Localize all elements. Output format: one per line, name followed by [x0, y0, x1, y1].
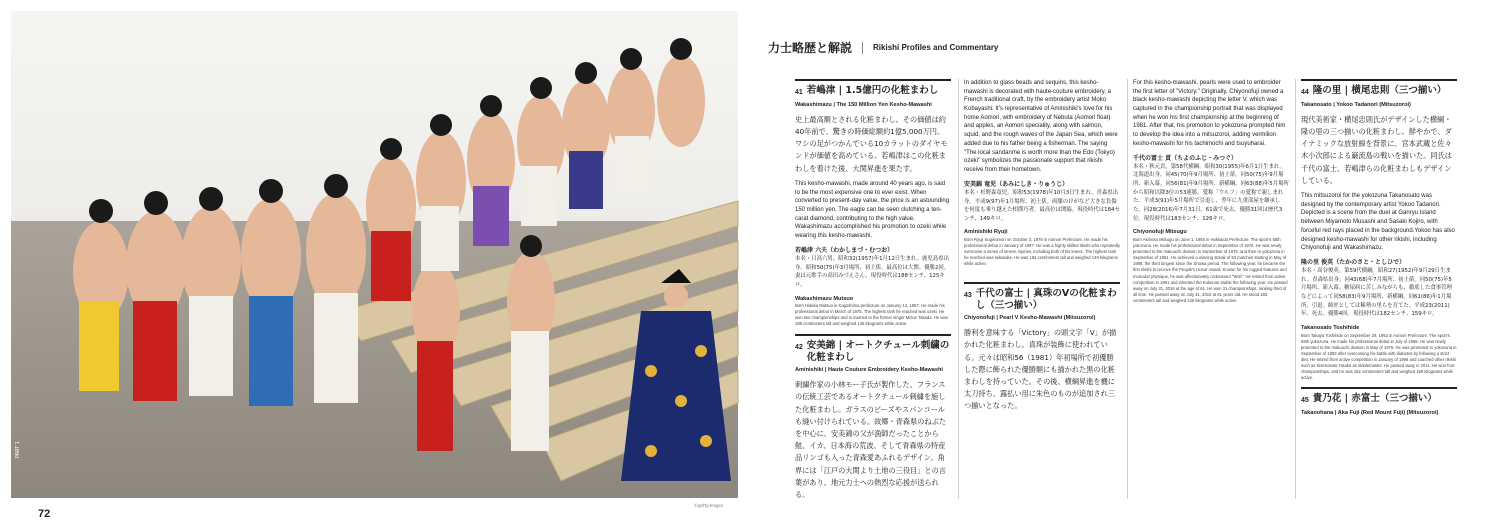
- section-header: [768, 39, 998, 56]
- page-number: 72: [38, 508, 51, 520]
- profile-jp: 本名・高谷俊英。第59代横綱。昭和27(1952)年9月29日生まれ。青森県出身。同43(68)年7月場所、初土俵。同50(75)年5月場所、新入幕。糖尿病に苦しみながらも、徹底した食事管理などによって同58(83)年9月場所、新横綱。同61(86)年1月場所、引退。師匠としては稀勢の里らを育てた。平成23(2011)年、死去。優勝4回。現役時代は182センチ、159キロ。: [1301, 268, 1452, 318]
- entry-title: 千代の富士 | 真珠のVの化粧まわし（三つ揃い）: [975, 287, 1117, 311]
- sumo-ring-entry-photo: [11, 11, 738, 498]
- entry-41-header: [795, 79, 951, 99]
- column-1: [795, 79, 951, 500]
- entry-subtitle: Wakashimazu | The 150 Million Yen Kesho-Mawashi: [795, 101, 932, 108]
- header-divider: [862, 42, 863, 54]
- section-title-en: Rikishi Profiles and Commentary: [873, 43, 999, 52]
- profile-en: Born Akimoto Mitsugu on June 1, 1955 in Hokkaido Prefecture. The sport's 58th yokozuna. He made his professional debut in September of 1970. He was newly promoted to the makuuchi division in September of 1975, and then to yokozuna in September of 1981. He achieved a winning streak of 53 matches starting in May of 1988, the third longest since the Showa period. The following year, he became the first rikishi to receive the People's Honor Award. Known for his rugged features and muscular physique, he was affectionately nicknamed "Wolf." He retired from active competition in 1991 and inherited the Kokonoe stable the following year. He passed away on July 31, 2016 at the age of 61. He won 31 championships, ranking third of all time. He passed away on July 31, 2016 at 61 years old. He stood 183 centimeters tall and weighed 126 kilograms while active.: [1133, 236, 1288, 303]
- entry-42-header: [795, 334, 951, 365]
- entry-subtitle: Aminishiki | Haute Couture Embroidery Kesho-Mawashi: [795, 367, 943, 374]
- entry-title: 若嶋津 | 1.5億円の化粧まわし: [806, 85, 939, 96]
- entry-subtitle: Takanosato | Yokoo Tadanori (Mitsuzoroi): [1301, 101, 1411, 108]
- entry-subtitle: Takanohana | Aka Fuji (Red Mount Fuji) (Mitsuzoroi): [1301, 410, 1439, 417]
- section-title-jp: 力士略歴と解説: [768, 41, 853, 55]
- entry-body-en: This kesho-mawashi, made around 40 years ago, is said to be the most expensive one to ever exist. When converted to present-day value, the price is an astounding 150 million yen. The eagle can be seen clutching a ten-carat diamond, contributing to the high value. Wakashimazu accomplished his promotion to ozeki while wearing this kesho-mawashi.: [795, 180, 950, 239]
- entry-body-jp: 勝利を意味する「Victory」の頭文字「V」が描かれた化粧まわし。真珠が装飾に使われている。元々は昭和56（1981）年初場所で初優勝した際に飾られた優勝額にも描かれた黒の化粧まわしを持っていた。その後、横綱昇進を機に太刀持ち、露払い用に朱色のものが追加され三つ揃いとなった。: [964, 328, 1117, 411]
- profile-name-en: Wakashimazu Mutsuo: [795, 295, 854, 302]
- profile-name-jp: 若嶋津 六夫（わかしまづ・むつお）: [795, 246, 894, 254]
- profile-name-en: Chiyonofuji Mitsugu: [1133, 229, 1187, 236]
- entry-body-en: This mitsuzoroi for the yokozuna Takanosato was designed by the contemporary artist Yokoo Tadanori. Depicted is a scene from the duel at Ganryu Island between Miyamoto Musashi and Sasaki Kojiro, with forceful red rays placed in the background.Yokoo has also designed kesho-mawashi for other rikishi, including Chiyonofuji and Wakashimazu.: [1301, 193, 1455, 252]
- column-divider: [958, 79, 959, 499]
- entry-body-jp: 刺繍作家の小林モー子氏が製作した、フランスの伝統工芸であるオートクチュール刺繍を施した化粧まわし。ガラスのビーズやスパンコールも縫い付けられている。故郷・青森県のねぶたを中心に、安美錦の父が漁師だったことから鮭、イカ、日本海の荒波、そして青森県の特産品リンゴも入った青森愛あふれるデザイン。角界には「江戸の大関より土地の三役目」との言葉があり、地元力士への熱烈な応援が送られる。: [795, 380, 946, 500]
- entry-body-jp: 現代美術家・横尾忠則氏がデザインした横綱・隆の里の三つ揃いの化粧まわし。鮮やかで、ダイナミックな放射線を背景に、宮本武蔵と佐々木小次郎による巌流島の戦いを描いた。同氏は千代の富士、若嶋津らの化粧まわしもデザインしている。: [1301, 114, 1452, 185]
- column-divider: [1295, 79, 1296, 499]
- profile-en: Born Takaya Toshihide on September 29, 1952 in Aomori Prefecture. The sport's 59th yokozuna. He made his professional debut in July of 1968. He was newly promoted to the makuuchi division in May of 1975. He was promoted to yokozuna in September of 1983 after overcoming his battle with diabetes by following a strict diet. He retired from active competition in January of 1986 and coached other rikishi such as Kisenosato Yutaka as stablemaster. He passed away in 2011. He won four championships, and he was 182 centimeters tall and weighed 159 kilograms while active.: [1301, 332, 1457, 381]
- entry-43-header: [964, 282, 1120, 313]
- photo-credit: ©gettyimages: [694, 503, 724, 508]
- entry-subtitle: Chiyonofuji | Pearl V Kesho-Mawashi (Mitsuzoroi): [964, 315, 1096, 322]
- entry-body-en: In addition to glass beads and sequins, this kesho-mawashi is decorated with haute-couture embroidery, a French traditional craft, by the embroidery artist Moko Kobayashi. It's representative of Aminishiki's love for his home Aomori, with embroidery of Nebuta (Aomori float) and apples, an Aomori speciality, along with salmon, squid, and the rough waves of the Japan Sea, which were added due to his father being a fisherman. The saying "The local sandanme is worth more than the Edo (Tokyo) ozeki" symbolizes the passionate support that rikishi receive from their hometown.: [964, 80, 1118, 173]
- column-3: [1133, 79, 1289, 310]
- entry-number: 42: [795, 343, 803, 351]
- photo-illustration: [11, 11, 738, 498]
- profile-name-jp: 安美錦 竜児（あみにしき・りゅうじ）: [964, 180, 1069, 188]
- profile-jp: 本名・日高六男。昭和32(1957)年1月12日生まれ。鹿児島県出身。昭和50(75)年3月場所、初土俵。最高位は大関。優勝2回。妻は元歌手の高田みづえさん。現役時代は188センチ、125キロ。: [795, 255, 950, 288]
- column-2: [964, 79, 1120, 411]
- column-divider: [1127, 79, 1128, 499]
- entry-title: 貴乃花 | 赤富士（三つ揃い）: [1312, 393, 1437, 405]
- entry-45-header: [1301, 387, 1457, 407]
- entry-body-jp: 史上最高額とされる化粧まわし。その価値は約40年前で、驚きの時価総額約1億5,000万円。ワシの足がつかんでいる10カラットのダイヤモンドが価値を高めている。若嶋津はこの化粧まわしを着けた後、大関昇進を果たす。: [795, 114, 948, 173]
- profile-name-en: Takanosato Toshihide: [1301, 325, 1360, 332]
- entry-number: 43: [964, 291, 972, 299]
- profile-en: Born Hidaka Mutsuo in Kagoshima prefecture on January 12, 1957. He made his professional debut in March of 1975. The highest rank he reached was ozeki. He won two championships and is married to the former singer Mizue Takada. He was 188 centimeters tall and weighed 125 kilograms while active.: [795, 303, 948, 327]
- profile-name-jp: 千代の富士 貢（ちよのふじ・みつぐ）: [1133, 154, 1237, 162]
- entry-title: 隆の里 | 横尾忠則（三つ揃い）: [1312, 85, 1447, 96]
- profile-jp: 本名・秋元貢。第58代横綱。昭和30(1955)年6月1日生まれ。北海道出身。同45(70)年9月場所、初土俵。同50(75)年9月場所、新入幕。同56(81)年9月場所、新横綱。同63(88)年5月場所から昭和以降3位の53連勝。愛称「ウルフ」の愛称で親しまれた。平成3(91)年5月場所で引退し、翌年に九重部屋を継承した。同28(2016)年7月31日、61歳で死去。優勝31回は歴代3位。現役時代は183センチ、126キロ。: [1133, 163, 1289, 222]
- side-caption: PART 1: [15, 440, 21, 458]
- entry-number: 45: [1301, 397, 1309, 405]
- column-4: [1301, 79, 1457, 422]
- profile-name-en: Aminishiki Ryuji: [964, 229, 1008, 236]
- entry-title: 安美錦 | オートクチュール刺繍の化粧まわし: [806, 339, 950, 363]
- profile-jp: 本名・杉野森竜児。昭和53(1978)年10月3日生まれ。青森県出身。平成9(97)年1月場所、初土俵。両膝のけがなど大きな負傷を何度も乗り越えた相撲巧者。最高位は関脇。現役時代は184センチ、149キロ。: [964, 189, 1120, 222]
- entry-number: 44: [1301, 89, 1309, 96]
- entry-number: 41: [795, 89, 803, 96]
- profile-name-jp: 隆の里 俊英（たかのさと・としひで）: [1301, 258, 1406, 266]
- entry-body-en: For this kesho-mawashi, pearls were used to embroider the first letter of "Victory." Originally, Chiyonofuji owned a black kesho-mawashi depicting the letter V, which was captured in the championship portrait that was displayed when he won his first championship at the beginning of 1981. After that, his promotion to yokozuna prompted him to develop the idea into a mitsuzoroi, adding vermilion kesho-mawashi for his tachimochi and tsuyuharai.: [1133, 80, 1286, 147]
- entry-44-header: [1301, 79, 1457, 99]
- profile-en: Born Ryuji Suginomori on October 3, 1978 in Aomori Prefecture. He made his professional debut in January of 1997. He was a highly skilled rikishi who repeatedly overcame a series of severe injuries, including both of his knees. The highest rank he reached was sekiwake. He was 184 centimeters tall and weighed 149 kilograms while active.: [964, 237, 1120, 267]
